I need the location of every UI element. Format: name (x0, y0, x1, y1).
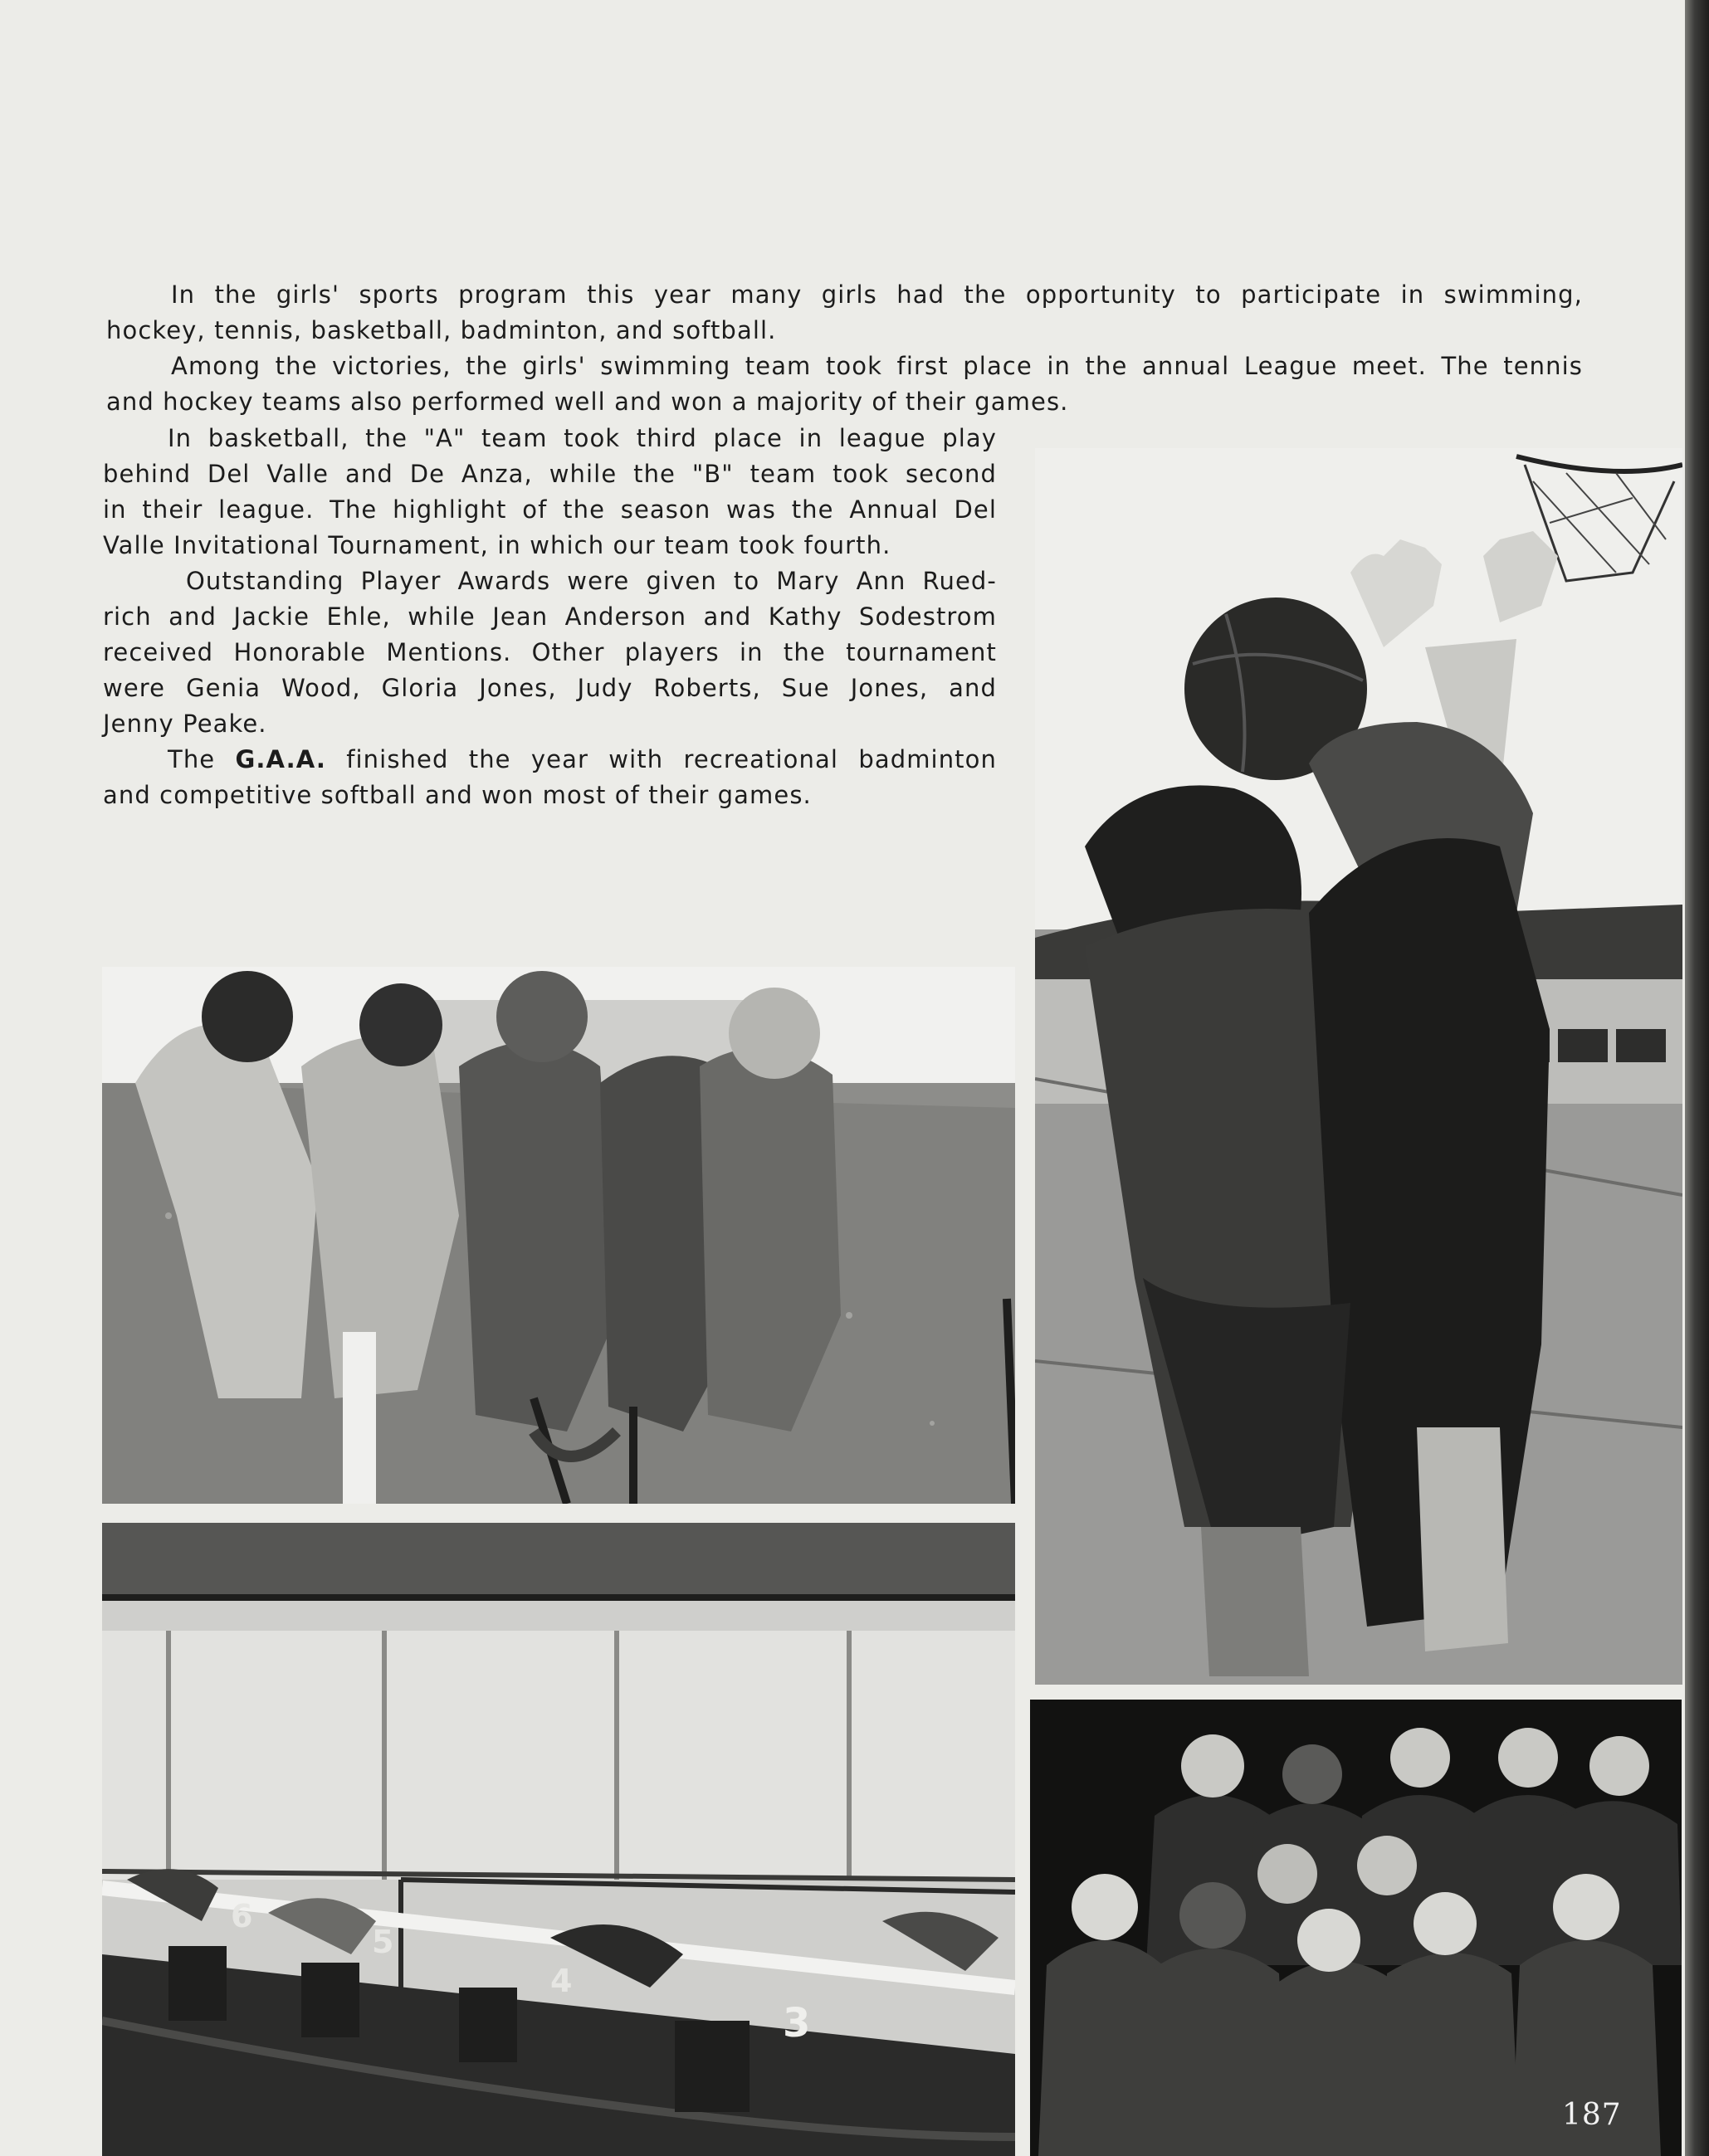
paragraph-1-line-1: In the girls' sports program this year many girls had the opportunity to participate in swimming, (171, 280, 1583, 309)
field-hockey-photo (102, 967, 1015, 1504)
paragraph-3-line-1: In basketball, the "A" team took third place in league play (168, 424, 997, 452)
basketball-photo (1035, 448, 1682, 1685)
paragraph-2-line-2: and hockey teams also performed well and won a majority of their games. (106, 388, 1069, 416)
paragraph-5-line-1: The G.A.A. finished the year with recreational badminton (168, 745, 997, 773)
page-binding (1685, 0, 1709, 2156)
paragraph-5-line-2: and competitive softball and won most of their games. (103, 781, 812, 809)
paragraph-4-line-1: Outstanding Player Awards were given to Mary Ann Rued- (186, 567, 997, 595)
gaa-abbreviation: G.A.A. (235, 745, 326, 773)
paragraph-3-line-3: in their league. The highlight of the season was the Annual Del (103, 495, 997, 524)
lane-number-4: 4 (550, 1963, 573, 1999)
paragraph-1-line-2: hockey, tennis, basketball, badminton, and softball. (106, 316, 777, 344)
paragraph-2-line-1: Among the victories, the girls' swimming team took first place in the annual League meet. The tennis (171, 352, 1583, 380)
paragraph-4-line-5: Jenny Peake. (103, 710, 267, 738)
paragraph-4-line-2: rich and Jackie Ehle, while Jean Anderson and Kathy Sodestrom (103, 602, 997, 631)
paragraph-4-line-3: received Honorable Mentions. Other players in the tournament (103, 638, 997, 666)
team-group-photo (1030, 1700, 1682, 2156)
lane-number-6: 6 (231, 1898, 253, 1934)
lane-number-3: 3 (783, 2000, 811, 2046)
paragraph-3-line-2: behind Del Valle and De Anza, while the "B" team took second (103, 460, 997, 488)
paragraph-4-line-4: were Genia Wood, Gloria Jones, Judy Roberts, Sue Jones, and (103, 674, 997, 702)
page-number: 187 (1562, 2098, 1622, 2132)
swimming-photo (102, 1523, 1015, 2156)
paragraph-3-line-4: Valle Invitational Tournament, in which our team took fourth. (103, 531, 891, 559)
lane-number-5: 5 (372, 1924, 394, 1960)
